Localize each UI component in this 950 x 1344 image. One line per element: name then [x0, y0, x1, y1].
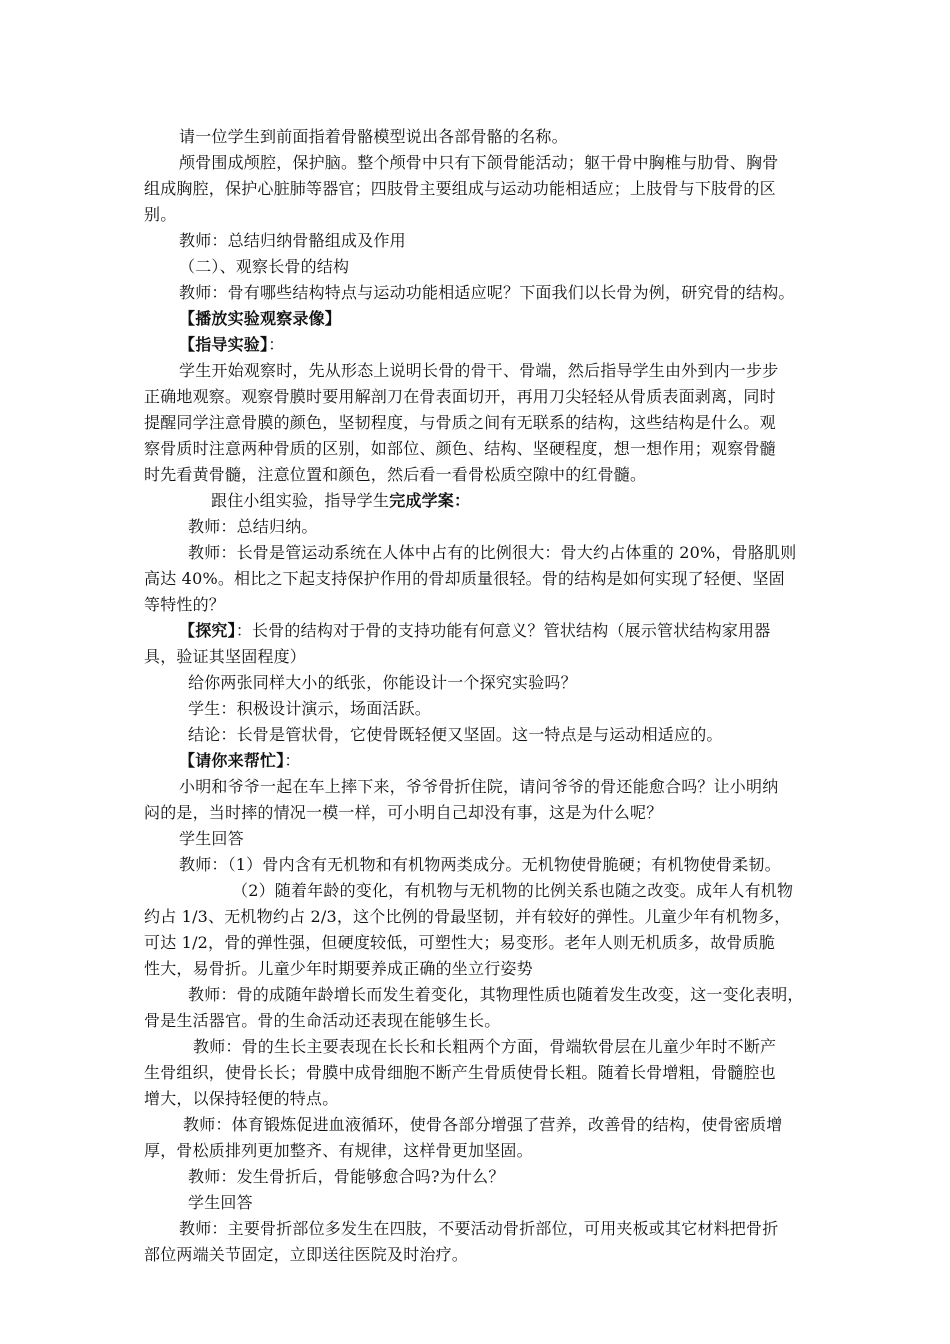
paragraph-line: 性大，易骨折。儿童少年时期要养成正确的坐立行姿势 [144, 959, 533, 978]
paragraph-line: 教师：总结归纳骨骼组成及作用 [179, 231, 406, 250]
paragraph-line: 教师：骨的成随年龄增长而发生着变化，其物理性质也随着发生改变，这一变化表明， [188, 985, 804, 1004]
help-heading: 【请你来帮忙】 [179, 751, 285, 770]
paragraph-line: 学生回答 [188, 1193, 253, 1212]
group-experiment-text: 跟住小组实验，指导学生 [211, 491, 390, 510]
paragraph-line: 增大，以保持轻便的特点。 [144, 1089, 339, 1108]
paragraph-line: 教师：（1）骨内含有无机物和有机物两类成分。无机物使骨脆硬；有机物使骨柔韧。 [179, 855, 781, 874]
paragraph-line: 具，验证其坚固程度） [144, 647, 307, 666]
paragraph-line: 骨是生活器官。骨的生命活动还表现在能够生长。 [144, 1011, 501, 1030]
explore-text: ：长骨的结构对于骨的支持功能有何意义？管状结构（展示管状结构家用器 [235, 621, 771, 640]
help-heading-line [179, 751, 301, 773]
paragraph-line: 小明和爷爷一起在车上摔下来，爷爷骨折住院，请问爷爷的骨还能愈合吗？让小明纳 [179, 777, 779, 796]
section-heading: （二）、观察长骨的结构 [179, 257, 350, 276]
paragraph-line: 可达 1/2，骨的弹性强，但硬度较低，可塑性大；易变形。老年人则无机质多，故骨质脆 [144, 933, 776, 952]
paragraph-line: 教师：骨的生长主要表现在长长和长粗两个方面，骨端软骨层在儿童少年时不断产 [193, 1037, 777, 1056]
paragraph-line: 结论：长骨是管状骨，它使骨既轻便又坚固。这一特点是与运动相适应的。 [188, 725, 723, 744]
paragraph-line: 教师：长骨是管运动系统在人体中占有的比例很大：骨大约占体重的 20%，骨胳肌则 [188, 543, 797, 562]
explore-line [179, 621, 770, 643]
paragraph-line: 学生开始观察时，先从形态上说明长骨的骨干、骨端，然后指导学生由外到内一步步 [179, 361, 779, 380]
heading-colon: ： [284, 751, 301, 770]
paragraph-line: 教师：体育锻炼促进血液循环，使骨各部分增强了营养，改善骨的结构，使骨密质增 [183, 1115, 783, 1134]
paragraph-line: 厚，骨松质排列更加整齐、有规律，这样骨更加坚固。 [144, 1141, 533, 1160]
guide-heading-line [179, 335, 284, 357]
paragraph-line: 闷的是，当时摔的情况一模一样，可小明自己却没有事，这是为什么呢？ [144, 803, 663, 822]
paragraph-line: 时先看黄骨髓，注意位置和颜色，然后看一看骨松质空隙中的红骨髓。 [144, 465, 647, 484]
paragraph-line: 察骨质时注意两种骨质的区别，如部位、颜色、结构、坚硬程度，想一想作用；观察骨髓 [144, 439, 776, 458]
paragraph-line: 请一位学生到前面指着骨骼模型说出各部骨骼的名称。 [179, 127, 568, 146]
paragraph-line: 教师：发生骨折后，骨能够愈合吗?为什么？ [188, 1167, 505, 1186]
paragraph-line: 组成胸腔，保护心脏肺等器官；四肢骨主要组成与运动功能相适应；上肢骨与下肢骨的区 [144, 179, 776, 198]
paragraph-line: 学生：积极设计演示，场面活跃。 [188, 699, 432, 718]
paragraph-line: 约占 1/3、无机物约占 2/3，这个比例的骨最坚韧，并有较好的弹性。儿童少年有机物多， [144, 907, 791, 926]
paragraph-line: 别。 [144, 205, 177, 224]
paragraph-line: 部位两端关节固定，立即送往医院及时治疗。 [144, 1245, 469, 1264]
worksheet-label: 完成学案： [389, 491, 471, 510]
paragraph-line: 教师：主要骨折部位多发生在四肢，不要活动骨折部位，可用夹板或其它材料把骨折 [179, 1219, 779, 1238]
paragraph-line: 高达 40%。相比之下起支持保护作用的骨却质量很轻。骨的结构是如何实现了轻便、坚固 [144, 569, 785, 588]
paragraph-line: 生骨组织，使骨长长；骨膜中成骨细胞不断产生骨质使骨长粗。随着长骨增粗，骨髓腔也 [144, 1063, 776, 1082]
paragraph-line: 颅骨围成颅腔，保护脑。整个颅骨中只有下颌骨能活动；躯干骨中胸椎与肋骨、胸骨 [179, 153, 779, 172]
heading-colon: ： [268, 335, 285, 354]
paragraph-line: 教师：骨有哪些结构特点与运动功能相适应呢？下面我们以长骨为例，研究骨的结构。 [179, 283, 795, 302]
explore-heading: 【探究】 [179, 621, 236, 640]
paragraph-line: 学生回答 [179, 829, 244, 848]
paragraph-line: 教师：总结归纳。 [188, 517, 318, 536]
group-experiment-line [211, 491, 470, 513]
paragraph-line: 给你两张同样大小的纸张，你能设计一个探究实验吗？ [188, 673, 577, 692]
paragraph-line: 提醒同学注意骨膜的颜色，坚韧程度，与骨质之间有无联系的结构，这些结构是什么。观 [144, 413, 776, 432]
video-heading: 【播放实验观察录像】 [179, 309, 342, 328]
paragraph-line: 等特性的？ [144, 595, 226, 614]
guide-experiment-heading: 【指导实验】 [179, 335, 269, 354]
paragraph-line: （2）随着年龄的变化，有机物与无机物的比例关系也随之改变。成年人有机物 [232, 881, 794, 900]
paragraph-line: 正确地观察。观察骨膜时要用解剖刀在骨表面切开，再用刀尖轻轻从骨质表面剥离，同时 [144, 387, 776, 406]
